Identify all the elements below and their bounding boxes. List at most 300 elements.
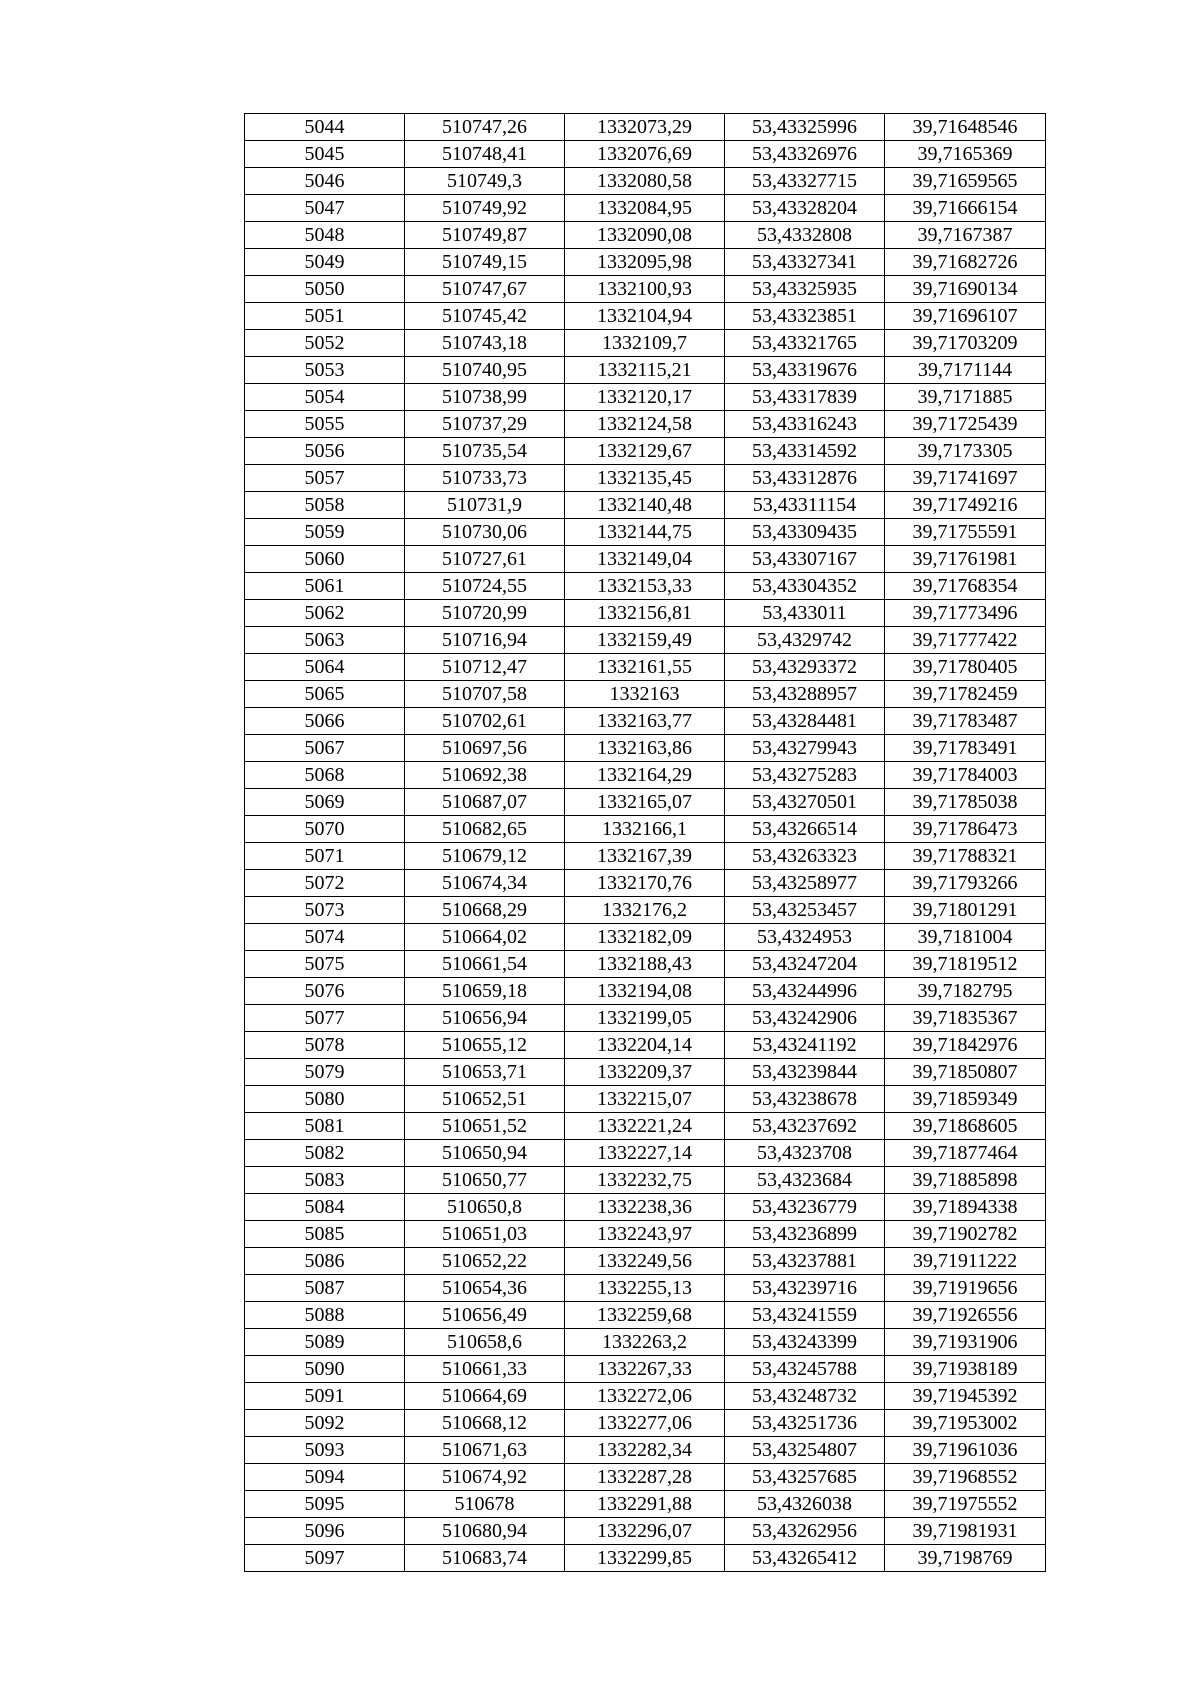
latitude-cell: 53,4323684 bbox=[725, 1167, 885, 1194]
table-row bbox=[245, 789, 1046, 816]
longitude-cell: 39,71784003 bbox=[885, 762, 1046, 789]
table-row bbox=[245, 951, 1046, 978]
longitude-cell: 39,71968552 bbox=[885, 1464, 1046, 1491]
y-coordinate-cell: 1332188,43 bbox=[565, 951, 725, 978]
table-row bbox=[245, 519, 1046, 546]
table-row bbox=[245, 1437, 1046, 1464]
x-coordinate-cell: 510652,22 bbox=[405, 1248, 565, 1275]
table-row bbox=[245, 114, 1046, 141]
latitude-cell: 53,43239716 bbox=[725, 1275, 885, 1302]
x-coordinate-cell: 510671,63 bbox=[405, 1437, 565, 1464]
y-coordinate-cell: 1332095,98 bbox=[565, 249, 725, 276]
point-number-cell: 5070 bbox=[245, 816, 405, 843]
longitude-cell: 39,71788321 bbox=[885, 843, 1046, 870]
y-coordinate-cell: 1332163,86 bbox=[565, 735, 725, 762]
table-row bbox=[245, 1059, 1046, 1086]
y-coordinate-cell: 1332272,06 bbox=[565, 1383, 725, 1410]
y-coordinate-cell: 1332296,07 bbox=[565, 1518, 725, 1545]
longitude-cell: 39,71801291 bbox=[885, 897, 1046, 924]
x-coordinate-cell: 510659,18 bbox=[405, 978, 565, 1005]
longitude-cell: 39,71696107 bbox=[885, 303, 1046, 330]
y-coordinate-cell: 1332291,88 bbox=[565, 1491, 725, 1518]
point-number-cell: 5071 bbox=[245, 843, 405, 870]
x-coordinate-cell: 510747,67 bbox=[405, 276, 565, 303]
longitude-cell: 39,71877464 bbox=[885, 1140, 1046, 1167]
x-coordinate-cell: 510749,3 bbox=[405, 168, 565, 195]
table-row bbox=[245, 1491, 1046, 1518]
latitude-cell: 53,43258977 bbox=[725, 870, 885, 897]
x-coordinate-cell: 510658,6 bbox=[405, 1329, 565, 1356]
x-coordinate-cell: 510747,26 bbox=[405, 114, 565, 141]
table-row bbox=[245, 141, 1046, 168]
point-number-cell: 5049 bbox=[245, 249, 405, 276]
latitude-cell: 53,43321765 bbox=[725, 330, 885, 357]
point-number-cell: 5072 bbox=[245, 870, 405, 897]
y-coordinate-cell: 1332176,2 bbox=[565, 897, 725, 924]
longitude-cell: 39,71703209 bbox=[885, 330, 1046, 357]
x-coordinate-cell: 510655,12 bbox=[405, 1032, 565, 1059]
table-row bbox=[245, 924, 1046, 951]
y-coordinate-cell: 1332153,33 bbox=[565, 573, 725, 600]
longitude-cell: 39,7167387 bbox=[885, 222, 1046, 249]
table-row bbox=[245, 600, 1046, 627]
latitude-cell: 53,43314592 bbox=[725, 438, 885, 465]
longitude-cell: 39,71894338 bbox=[885, 1194, 1046, 1221]
table-row bbox=[245, 1113, 1046, 1140]
longitude-cell: 39,71868605 bbox=[885, 1113, 1046, 1140]
x-coordinate-cell: 510724,55 bbox=[405, 573, 565, 600]
longitude-cell: 39,71975552 bbox=[885, 1491, 1046, 1518]
x-coordinate-cell: 510687,07 bbox=[405, 789, 565, 816]
y-coordinate-cell: 1332073,29 bbox=[565, 114, 725, 141]
y-coordinate-cell: 1332282,34 bbox=[565, 1437, 725, 1464]
table-row bbox=[245, 384, 1046, 411]
table-row bbox=[245, 1086, 1046, 1113]
table-row bbox=[245, 573, 1046, 600]
longitude-cell: 39,71938189 bbox=[885, 1356, 1046, 1383]
longitude-cell: 39,71793266 bbox=[885, 870, 1046, 897]
latitude-cell: 53,43245788 bbox=[725, 1356, 885, 1383]
y-coordinate-cell: 1332164,29 bbox=[565, 762, 725, 789]
x-coordinate-cell: 510749,92 bbox=[405, 195, 565, 222]
point-number-cell: 5078 bbox=[245, 1032, 405, 1059]
y-coordinate-cell: 1332182,09 bbox=[565, 924, 725, 951]
point-number-cell: 5089 bbox=[245, 1329, 405, 1356]
table-row bbox=[245, 1275, 1046, 1302]
table-row bbox=[245, 1410, 1046, 1437]
point-number-cell: 5056 bbox=[245, 438, 405, 465]
table-row bbox=[245, 1383, 1046, 1410]
latitude-cell: 53,43236899 bbox=[725, 1221, 885, 1248]
point-number-cell: 5046 bbox=[245, 168, 405, 195]
latitude-cell: 53,43253457 bbox=[725, 897, 885, 924]
x-coordinate-cell: 510682,65 bbox=[405, 816, 565, 843]
table-row bbox=[245, 1167, 1046, 1194]
y-coordinate-cell: 1332255,13 bbox=[565, 1275, 725, 1302]
x-coordinate-cell: 510656,94 bbox=[405, 1005, 565, 1032]
y-coordinate-cell: 1332100,93 bbox=[565, 276, 725, 303]
table-row bbox=[245, 978, 1046, 1005]
latitude-cell: 53,43251736 bbox=[725, 1410, 885, 1437]
latitude-cell: 53,4329742 bbox=[725, 627, 885, 654]
longitude-cell: 39,71648546 bbox=[885, 114, 1046, 141]
x-coordinate-cell: 510653,71 bbox=[405, 1059, 565, 1086]
x-coordinate-cell: 510727,61 bbox=[405, 546, 565, 573]
point-number-cell: 5059 bbox=[245, 519, 405, 546]
longitude-cell: 39,71690134 bbox=[885, 276, 1046, 303]
longitude-cell: 39,71780405 bbox=[885, 654, 1046, 681]
x-coordinate-cell: 510749,87 bbox=[405, 222, 565, 249]
y-coordinate-cell: 1332204,14 bbox=[565, 1032, 725, 1059]
table-row bbox=[245, 492, 1046, 519]
y-coordinate-cell: 1332221,24 bbox=[565, 1113, 725, 1140]
y-coordinate-cell: 1332159,49 bbox=[565, 627, 725, 654]
table-row bbox=[245, 735, 1046, 762]
table-row bbox=[245, 897, 1046, 924]
longitude-cell: 39,71911222 bbox=[885, 1248, 1046, 1275]
point-number-cell: 5057 bbox=[245, 465, 405, 492]
table-row bbox=[245, 1221, 1046, 1248]
latitude-cell: 53,43293372 bbox=[725, 654, 885, 681]
y-coordinate-cell: 1332227,14 bbox=[565, 1140, 725, 1167]
latitude-cell: 53,43316243 bbox=[725, 411, 885, 438]
point-number-cell: 5080 bbox=[245, 1086, 405, 1113]
latitude-cell: 53,43319676 bbox=[725, 357, 885, 384]
longitude-cell: 39,7171144 bbox=[885, 357, 1046, 384]
table-row bbox=[245, 762, 1046, 789]
y-coordinate-cell: 1332135,45 bbox=[565, 465, 725, 492]
y-coordinate-cell: 1332287,28 bbox=[565, 1464, 725, 1491]
table-row bbox=[245, 1005, 1046, 1032]
table-row bbox=[245, 303, 1046, 330]
longitude-cell: 39,71842976 bbox=[885, 1032, 1046, 1059]
table-row bbox=[245, 1329, 1046, 1356]
table-row bbox=[245, 1464, 1046, 1491]
longitude-cell: 39,71725439 bbox=[885, 411, 1046, 438]
x-coordinate-cell: 510668,12 bbox=[405, 1410, 565, 1437]
y-coordinate-cell: 1332299,85 bbox=[565, 1545, 725, 1572]
point-number-cell: 5085 bbox=[245, 1221, 405, 1248]
x-coordinate-cell: 510651,52 bbox=[405, 1113, 565, 1140]
point-number-cell: 5093 bbox=[245, 1437, 405, 1464]
longitude-cell: 39,71666154 bbox=[885, 195, 1046, 222]
latitude-cell: 53,43323851 bbox=[725, 303, 885, 330]
y-coordinate-cell: 1332120,17 bbox=[565, 384, 725, 411]
y-coordinate-cell: 1332156,81 bbox=[565, 600, 725, 627]
latitude-cell: 53,43243399 bbox=[725, 1329, 885, 1356]
longitude-cell: 39,71931906 bbox=[885, 1329, 1046, 1356]
x-coordinate-cell: 510664,02 bbox=[405, 924, 565, 951]
y-coordinate-cell: 1332238,36 bbox=[565, 1194, 725, 1221]
table-row bbox=[245, 870, 1046, 897]
y-coordinate-cell: 1332166,1 bbox=[565, 816, 725, 843]
latitude-cell: 53,43288957 bbox=[725, 681, 885, 708]
latitude-cell: 53,43311154 bbox=[725, 492, 885, 519]
x-coordinate-cell: 510707,58 bbox=[405, 681, 565, 708]
x-coordinate-cell: 510683,74 bbox=[405, 1545, 565, 1572]
longitude-cell: 39,71835367 bbox=[885, 1005, 1046, 1032]
y-coordinate-cell: 1332263,2 bbox=[565, 1329, 725, 1356]
latitude-cell: 53,4332808 bbox=[725, 222, 885, 249]
point-number-cell: 5090 bbox=[245, 1356, 405, 1383]
longitude-cell: 39,71885898 bbox=[885, 1167, 1046, 1194]
point-number-cell: 5092 bbox=[245, 1410, 405, 1437]
x-coordinate-cell: 510735,54 bbox=[405, 438, 565, 465]
latitude-cell: 53,43312876 bbox=[725, 465, 885, 492]
point-number-cell: 5051 bbox=[245, 303, 405, 330]
latitude-cell: 53,43270501 bbox=[725, 789, 885, 816]
point-number-cell: 5066 bbox=[245, 708, 405, 735]
x-coordinate-cell: 510720,99 bbox=[405, 600, 565, 627]
latitude-cell: 53,43257685 bbox=[725, 1464, 885, 1491]
x-coordinate-cell: 510737,29 bbox=[405, 411, 565, 438]
longitude-cell: 39,71859349 bbox=[885, 1086, 1046, 1113]
x-coordinate-cell: 510697,56 bbox=[405, 735, 565, 762]
latitude-cell: 53,43237692 bbox=[725, 1113, 885, 1140]
latitude-cell: 53,4323708 bbox=[725, 1140, 885, 1167]
longitude-cell: 39,71659565 bbox=[885, 168, 1046, 195]
x-coordinate-cell: 510738,99 bbox=[405, 384, 565, 411]
x-coordinate-cell: 510674,92 bbox=[405, 1464, 565, 1491]
longitude-cell: 39,71919656 bbox=[885, 1275, 1046, 1302]
x-coordinate-cell: 510650,94 bbox=[405, 1140, 565, 1167]
point-number-cell: 5058 bbox=[245, 492, 405, 519]
latitude-cell: 53,43244996 bbox=[725, 978, 885, 1005]
y-coordinate-cell: 1332144,75 bbox=[565, 519, 725, 546]
point-number-cell: 5077 bbox=[245, 1005, 405, 1032]
point-number-cell: 5055 bbox=[245, 411, 405, 438]
table-row bbox=[245, 168, 1046, 195]
latitude-cell: 53,43241192 bbox=[725, 1032, 885, 1059]
table-row bbox=[245, 222, 1046, 249]
point-number-cell: 5076 bbox=[245, 978, 405, 1005]
y-coordinate-cell: 1332163 bbox=[565, 681, 725, 708]
latitude-cell: 53,43242906 bbox=[725, 1005, 885, 1032]
y-coordinate-cell: 1332167,39 bbox=[565, 843, 725, 870]
y-coordinate-cell: 1332199,05 bbox=[565, 1005, 725, 1032]
table-row bbox=[245, 843, 1046, 870]
point-number-cell: 5061 bbox=[245, 573, 405, 600]
point-number-cell: 5081 bbox=[245, 1113, 405, 1140]
table-row bbox=[245, 249, 1046, 276]
point-number-cell: 5091 bbox=[245, 1383, 405, 1410]
point-number-cell: 5079 bbox=[245, 1059, 405, 1086]
latitude-cell: 53,43247204 bbox=[725, 951, 885, 978]
longitude-cell: 39,7165369 bbox=[885, 141, 1046, 168]
point-number-cell: 5082 bbox=[245, 1140, 405, 1167]
longitude-cell: 39,71768354 bbox=[885, 573, 1046, 600]
x-coordinate-cell: 510656,49 bbox=[405, 1302, 565, 1329]
latitude-cell: 53,43239844 bbox=[725, 1059, 885, 1086]
point-number-cell: 5094 bbox=[245, 1464, 405, 1491]
point-number-cell: 5095 bbox=[245, 1491, 405, 1518]
table-row bbox=[245, 465, 1046, 492]
longitude-cell: 39,71682726 bbox=[885, 249, 1046, 276]
latitude-cell: 53,43238678 bbox=[725, 1086, 885, 1113]
x-coordinate-cell: 510668,29 bbox=[405, 897, 565, 924]
point-number-cell: 5069 bbox=[245, 789, 405, 816]
latitude-cell: 53,4326038 bbox=[725, 1491, 885, 1518]
longitude-cell: 39,7173305 bbox=[885, 438, 1046, 465]
point-number-cell: 5065 bbox=[245, 681, 405, 708]
latitude-cell: 53,43325935 bbox=[725, 276, 885, 303]
longitude-cell: 39,7171885 bbox=[885, 384, 1046, 411]
x-coordinate-cell: 510745,42 bbox=[405, 303, 565, 330]
point-number-cell: 5064 bbox=[245, 654, 405, 681]
y-coordinate-cell: 1332194,08 bbox=[565, 978, 725, 1005]
latitude-cell: 53,433011 bbox=[725, 600, 885, 627]
latitude-cell: 53,43265412 bbox=[725, 1545, 885, 1572]
table-row bbox=[245, 1140, 1046, 1167]
point-number-cell: 5086 bbox=[245, 1248, 405, 1275]
x-coordinate-cell: 510650,77 bbox=[405, 1167, 565, 1194]
point-number-cell: 5084 bbox=[245, 1194, 405, 1221]
longitude-cell: 39,71945392 bbox=[885, 1383, 1046, 1410]
y-coordinate-cell: 1332170,76 bbox=[565, 870, 725, 897]
point-number-cell: 5062 bbox=[245, 600, 405, 627]
point-number-cell: 5048 bbox=[245, 222, 405, 249]
longitude-cell: 39,71773496 bbox=[885, 600, 1046, 627]
x-coordinate-cell: 510712,47 bbox=[405, 654, 565, 681]
x-coordinate-cell: 510692,38 bbox=[405, 762, 565, 789]
coordinates-table-body bbox=[245, 114, 1046, 1572]
table-row bbox=[245, 1356, 1046, 1383]
x-coordinate-cell: 510716,94 bbox=[405, 627, 565, 654]
latitude-cell: 53,43327341 bbox=[725, 249, 885, 276]
point-number-cell: 5088 bbox=[245, 1302, 405, 1329]
coordinates-table bbox=[244, 113, 1046, 1572]
longitude-cell: 39,71755591 bbox=[885, 519, 1046, 546]
latitude-cell: 53,43254807 bbox=[725, 1437, 885, 1464]
y-coordinate-cell: 1332243,97 bbox=[565, 1221, 725, 1248]
point-number-cell: 5087 bbox=[245, 1275, 405, 1302]
point-number-cell: 5083 bbox=[245, 1167, 405, 1194]
table-row bbox=[245, 654, 1046, 681]
latitude-cell: 53,43326976 bbox=[725, 141, 885, 168]
table-row bbox=[245, 438, 1046, 465]
y-coordinate-cell: 1332084,95 bbox=[565, 195, 725, 222]
y-coordinate-cell: 1332076,69 bbox=[565, 141, 725, 168]
longitude-cell: 39,71741697 bbox=[885, 465, 1046, 492]
table-row bbox=[245, 276, 1046, 303]
longitude-cell: 39,71777422 bbox=[885, 627, 1046, 654]
x-coordinate-cell: 510661,33 bbox=[405, 1356, 565, 1383]
latitude-cell: 53,43284481 bbox=[725, 708, 885, 735]
point-number-cell: 5075 bbox=[245, 951, 405, 978]
table-row bbox=[245, 681, 1046, 708]
point-number-cell: 5050 bbox=[245, 276, 405, 303]
x-coordinate-cell: 510733,73 bbox=[405, 465, 565, 492]
latitude-cell: 53,43307167 bbox=[725, 546, 885, 573]
longitude-cell: 39,71783491 bbox=[885, 735, 1046, 762]
longitude-cell: 39,71761981 bbox=[885, 546, 1046, 573]
longitude-cell: 39,7181004 bbox=[885, 924, 1046, 951]
table-row bbox=[245, 1545, 1046, 1572]
x-coordinate-cell: 510731,9 bbox=[405, 492, 565, 519]
latitude-cell: 53,43266514 bbox=[725, 816, 885, 843]
point-number-cell: 5074 bbox=[245, 924, 405, 951]
x-coordinate-cell: 510749,15 bbox=[405, 249, 565, 276]
x-coordinate-cell: 510702,61 bbox=[405, 708, 565, 735]
longitude-cell: 39,71981931 bbox=[885, 1518, 1046, 1545]
longitude-cell: 39,71786473 bbox=[885, 816, 1046, 843]
longitude-cell: 39,71953002 bbox=[885, 1410, 1046, 1437]
point-number-cell: 5097 bbox=[245, 1545, 405, 1572]
table-row bbox=[245, 1032, 1046, 1059]
latitude-cell: 53,43237881 bbox=[725, 1248, 885, 1275]
longitude-cell: 39,71902782 bbox=[885, 1221, 1046, 1248]
table-row bbox=[245, 627, 1046, 654]
y-coordinate-cell: 1332277,06 bbox=[565, 1410, 725, 1437]
latitude-cell: 53,43263323 bbox=[725, 843, 885, 870]
x-coordinate-cell: 510730,06 bbox=[405, 519, 565, 546]
point-number-cell: 5068 bbox=[245, 762, 405, 789]
longitude-cell: 39,7198769 bbox=[885, 1545, 1046, 1572]
table-row bbox=[245, 411, 1046, 438]
longitude-cell: 39,71961036 bbox=[885, 1437, 1046, 1464]
y-coordinate-cell: 1332104,94 bbox=[565, 303, 725, 330]
x-coordinate-cell: 510678 bbox=[405, 1491, 565, 1518]
point-number-cell: 5096 bbox=[245, 1518, 405, 1545]
longitude-cell: 39,7182795 bbox=[885, 978, 1046, 1005]
x-coordinate-cell: 510652,51 bbox=[405, 1086, 565, 1113]
table-row bbox=[245, 195, 1046, 222]
latitude-cell: 53,43328204 bbox=[725, 195, 885, 222]
point-number-cell: 5052 bbox=[245, 330, 405, 357]
longitude-cell: 39,71783487 bbox=[885, 708, 1046, 735]
x-coordinate-cell: 510650,8 bbox=[405, 1194, 565, 1221]
longitude-cell: 39,71850807 bbox=[885, 1059, 1046, 1086]
table-row bbox=[245, 1518, 1046, 1545]
latitude-cell: 53,43304352 bbox=[725, 573, 885, 600]
longitude-cell: 39,71785038 bbox=[885, 789, 1046, 816]
x-coordinate-cell: 510654,36 bbox=[405, 1275, 565, 1302]
x-coordinate-cell: 510679,12 bbox=[405, 843, 565, 870]
latitude-cell: 53,43325996 bbox=[725, 114, 885, 141]
latitude-cell: 53,43279943 bbox=[725, 735, 885, 762]
table-row bbox=[245, 1248, 1046, 1275]
y-coordinate-cell: 1332215,07 bbox=[565, 1086, 725, 1113]
y-coordinate-cell: 1332249,56 bbox=[565, 1248, 725, 1275]
y-coordinate-cell: 1332080,58 bbox=[565, 168, 725, 195]
point-number-cell: 5047 bbox=[245, 195, 405, 222]
longitude-cell: 39,71926556 bbox=[885, 1302, 1046, 1329]
y-coordinate-cell: 1332165,07 bbox=[565, 789, 725, 816]
table-row bbox=[245, 708, 1046, 735]
y-coordinate-cell: 1332115,21 bbox=[565, 357, 725, 384]
y-coordinate-cell: 1332129,67 bbox=[565, 438, 725, 465]
latitude-cell: 53,4324953 bbox=[725, 924, 885, 951]
point-number-cell: 5060 bbox=[245, 546, 405, 573]
y-coordinate-cell: 1332232,75 bbox=[565, 1167, 725, 1194]
latitude-cell: 53,43309435 bbox=[725, 519, 885, 546]
table-row bbox=[245, 546, 1046, 573]
y-coordinate-cell: 1332149,04 bbox=[565, 546, 725, 573]
table-row bbox=[245, 357, 1046, 384]
table-row bbox=[245, 330, 1046, 357]
latitude-cell: 53,43317839 bbox=[725, 384, 885, 411]
point-number-cell: 5045 bbox=[245, 141, 405, 168]
y-coordinate-cell: 1332163,77 bbox=[565, 708, 725, 735]
point-number-cell: 5054 bbox=[245, 384, 405, 411]
point-number-cell: 5053 bbox=[245, 357, 405, 384]
x-coordinate-cell: 510748,41 bbox=[405, 141, 565, 168]
y-coordinate-cell: 1332140,48 bbox=[565, 492, 725, 519]
x-coordinate-cell: 510651,03 bbox=[405, 1221, 565, 1248]
table-row bbox=[245, 1302, 1046, 1329]
latitude-cell: 53,43327715 bbox=[725, 168, 885, 195]
table-row bbox=[245, 1194, 1046, 1221]
